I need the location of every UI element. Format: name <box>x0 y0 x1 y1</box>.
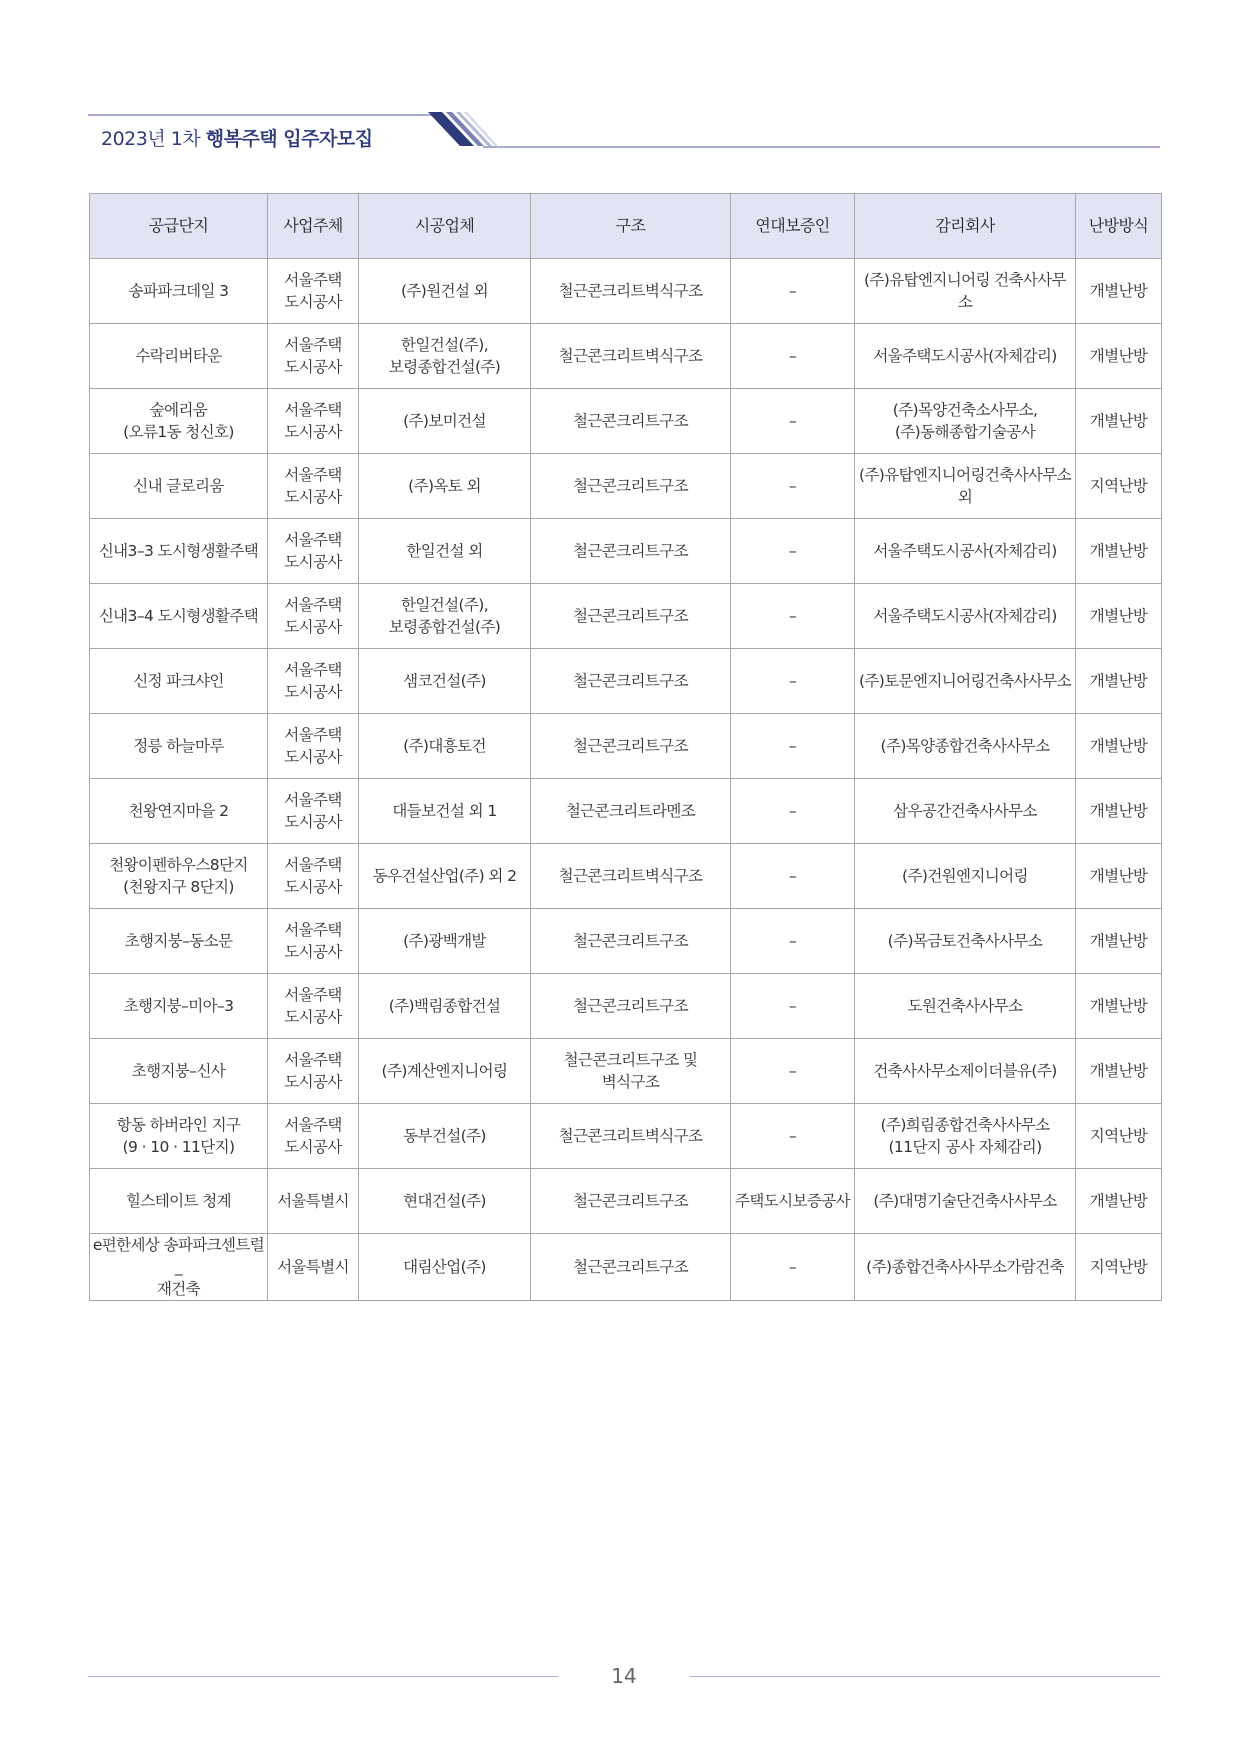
table-cell <box>90 1234 268 1301</box>
table-cell <box>1076 714 1162 779</box>
table-cell <box>531 454 731 519</box>
cell-text: (주)대명기술단건축사사무소 <box>873 1192 1057 1210</box>
cell-text: 천왕연지마을 2 <box>128 802 229 820</box>
cell-text: 서울주택 도시공사 <box>284 791 342 831</box>
table-cell <box>531 1169 731 1234</box>
table-cell <box>1076 909 1162 974</box>
cell-text: 철근콘크리트벽식구조 <box>558 1127 703 1145</box>
table-cell <box>531 714 731 779</box>
cell-text: 서울주택 도시공사 <box>284 856 342 896</box>
table-row <box>90 259 1162 324</box>
cell-text: 철근콘크리트구조 <box>573 412 688 430</box>
cell-text: 수락리버타운 <box>135 347 222 365</box>
cell-text: – <box>788 282 797 300</box>
cell-text: (주)목양건축소사무소, (주)동해종합기술공사 <box>892 401 1038 441</box>
table-cell <box>1076 649 1162 714</box>
table-cell <box>90 519 268 584</box>
table-cell <box>359 649 531 714</box>
table-cell <box>268 1169 359 1234</box>
table-cell <box>855 324 1076 389</box>
cell-text: 철근콘크리트벽식구조 <box>558 282 703 300</box>
table-cell <box>531 909 731 974</box>
table-header-row <box>90 194 1162 259</box>
table-cell <box>731 1039 855 1104</box>
table-cell <box>731 389 855 454</box>
table-cell <box>359 259 531 324</box>
cell-text: 숲에리움 (오류1동 청신호) <box>123 401 234 441</box>
table-cell <box>90 714 268 779</box>
cell-text: 동부건설(주) <box>403 1127 486 1145</box>
cell-text: 개별난방 <box>1089 672 1148 690</box>
table-cell <box>531 1104 731 1169</box>
cell-text: 개별난방 <box>1089 542 1148 560</box>
table-row <box>90 584 1162 649</box>
header-title <box>101 124 373 151</box>
header-title-prefix: 2023년 1차 <box>101 128 201 150</box>
table-cell <box>1076 324 1162 389</box>
table-cell <box>1076 259 1162 324</box>
table-cell <box>1076 974 1162 1039</box>
cell-text: 개별난방 <box>1089 347 1148 365</box>
table-cell <box>855 909 1076 974</box>
table-cell <box>268 389 359 454</box>
cell-text: 철근콘크리트구조 <box>573 997 688 1015</box>
table-cell <box>731 779 855 844</box>
cell-text: (주)토문엔지니어링건축사사무소 <box>858 672 1072 690</box>
cell-text: 개별난방 <box>1089 412 1148 430</box>
table-cell <box>359 1169 531 1234</box>
header-rule-top <box>88 114 434 116</box>
cell-text: 초행지붕–미아–3 <box>123 997 234 1015</box>
table-cell <box>855 844 1076 909</box>
cell-text: – <box>788 737 797 755</box>
table-cell <box>1076 519 1162 584</box>
table-cell <box>90 389 268 454</box>
cell-text: 서울주택 도시공사 <box>284 1051 342 1091</box>
cell-text: 서울주택도시공사(자체감리) <box>873 347 1057 365</box>
table-cell <box>731 1104 855 1169</box>
table-cell <box>731 259 855 324</box>
column-header: 감리회사 <box>855 194 1076 259</box>
cell-text: – <box>788 802 797 820</box>
table-cell <box>855 389 1076 454</box>
cell-text: 철근콘크리트구조 <box>573 1192 688 1210</box>
cell-text: – <box>788 1258 797 1276</box>
cell-text: 철근콘크리트구조 <box>573 607 688 625</box>
column-header: 난방방식 <box>1076 194 1162 259</box>
table-row <box>90 1104 1162 1169</box>
cell-text: 서울주택 도시공사 <box>284 596 342 636</box>
table-cell <box>90 1169 268 1234</box>
cell-text: 힐스테이트 청계 <box>126 1192 231 1210</box>
table-cell <box>90 259 268 324</box>
cell-text: 개별난방 <box>1089 737 1148 755</box>
cell-text: (주)원건설 외 <box>400 282 489 300</box>
cell-text: 한일건설(주), 보령종합건설(주) <box>388 336 501 376</box>
table-cell <box>531 779 731 844</box>
cell-text: – <box>788 347 797 365</box>
cell-text: 개별난방 <box>1089 607 1148 625</box>
cell-text: 서울주택 도시공사 <box>284 921 342 961</box>
cell-text: (주)목금토건축사사무소 <box>887 932 1043 950</box>
cell-text: 철근콘크리트벽식구조 <box>558 867 703 885</box>
cell-text: – <box>788 477 797 495</box>
table-cell <box>731 519 855 584</box>
table-cell <box>731 844 855 909</box>
cell-text: 개별난방 <box>1089 1192 1148 1210</box>
page-number: 14 <box>611 1664 637 1688</box>
cell-text: 철근콘크리트구조 <box>573 737 688 755</box>
cell-text: 정릉 하늘마루 <box>133 737 224 755</box>
table-cell <box>90 1039 268 1104</box>
cell-text: – <box>788 997 797 1015</box>
table-cell <box>531 974 731 1039</box>
footer-rule-right <box>690 1676 1160 1677</box>
cell-text: 동우건설산업(주) 외 2 <box>372 867 517 885</box>
table-row <box>90 454 1162 519</box>
table-cell <box>731 584 855 649</box>
cell-text: (주)대흥토건 <box>403 737 486 755</box>
cell-text: 개별난방 <box>1089 802 1148 820</box>
table-cell <box>855 974 1076 1039</box>
table-cell <box>90 779 268 844</box>
cell-text: 개별난방 <box>1089 867 1148 885</box>
cell-text: 철근콘크리트구조 <box>573 932 688 950</box>
table-cell <box>855 714 1076 779</box>
table-row <box>90 1234 1162 1301</box>
cell-text: (주)종합건축사사무소가람건축 <box>866 1258 1064 1276</box>
table-cell <box>359 1234 531 1301</box>
table-cell <box>855 1169 1076 1234</box>
table-cell <box>855 1104 1076 1169</box>
table-cell <box>531 389 731 454</box>
cell-text: 철근콘크리트라멘조 <box>565 802 696 820</box>
table-cell <box>1076 584 1162 649</box>
table-cell <box>731 454 855 519</box>
table-cell <box>531 584 731 649</box>
cell-text: (주)건원엔지니어링 <box>902 867 1028 885</box>
cell-text: 신내3–3 도시형생활주택 <box>98 542 259 560</box>
cell-text: 철근콘크리트구조 <box>573 477 688 495</box>
table-cell <box>359 844 531 909</box>
cell-text: 현대건설(주) <box>403 1192 486 1210</box>
column-header: 공급단지 <box>90 194 268 259</box>
header-rule-bottom <box>483 146 1160 148</box>
table-cell <box>531 259 731 324</box>
table-cell <box>1076 454 1162 519</box>
cell-text: 삼우공간건축사사무소 <box>893 802 1037 820</box>
table-cell <box>268 844 359 909</box>
table-cell <box>90 584 268 649</box>
table-cell <box>731 649 855 714</box>
cell-text: 서울주택 도시공사 <box>284 661 342 701</box>
table-cell <box>359 389 531 454</box>
header-title-bold: 행복주택 입주자모집 <box>205 128 373 150</box>
table-row <box>90 1039 1162 1104</box>
table-cell <box>1076 389 1162 454</box>
cell-text: 개별난방 <box>1089 1062 1148 1080</box>
header-stripes-decoration <box>428 112 498 150</box>
table-cell <box>268 1039 359 1104</box>
supply-complex-table <box>89 193 1162 1301</box>
table-cell <box>855 584 1076 649</box>
table-cell <box>268 1104 359 1169</box>
table-cell <box>531 519 731 584</box>
cell-text: 초행지붕–신사 <box>131 1062 226 1080</box>
table-row <box>90 324 1162 389</box>
table-cell <box>855 454 1076 519</box>
table-cell <box>1076 1039 1162 1104</box>
cell-text: (주)광백개발 <box>403 932 486 950</box>
cell-text: 도원건축사사무소 <box>907 997 1023 1015</box>
table-cell <box>268 1234 359 1301</box>
table-cell <box>268 454 359 519</box>
table-cell <box>1076 1104 1162 1169</box>
cell-text: 신정 파크샤인 <box>133 672 224 690</box>
table-cell <box>731 909 855 974</box>
column-header: 연대보증인 <box>731 194 855 259</box>
table-cell <box>731 324 855 389</box>
cell-text: 대들보건설 외 1 <box>392 802 497 820</box>
table-cell <box>531 1234 731 1301</box>
cell-text: (주)백림종합건설 <box>388 997 501 1015</box>
table-cell <box>359 1039 531 1104</box>
cell-text: (주)유탑엔지니어링건축사사무소 외 <box>858 466 1072 506</box>
cell-text: 서울주택 도시공사 <box>284 336 342 376</box>
table-cell <box>90 649 268 714</box>
cell-text: 서울특별시 <box>277 1192 349 1210</box>
table-cell <box>359 1104 531 1169</box>
cell-text: 천왕이펜하우스8단지 (천왕지구 8단지) <box>109 856 248 896</box>
table-cell <box>1076 844 1162 909</box>
cell-text: 개별난방 <box>1089 997 1148 1015</box>
cell-text: (주)희림종합건축사사무소 (11단지 공사 자체감리) <box>880 1116 1050 1156</box>
cell-text: 지역난방 <box>1089 1127 1148 1145</box>
table-cell <box>1076 1169 1162 1234</box>
table-cell <box>855 649 1076 714</box>
cell-text: – <box>788 1062 797 1080</box>
cell-text: (주)유탑엔지니어링 건축사사무소 <box>863 271 1067 311</box>
table-cell <box>359 974 531 1039</box>
cell-text: 신내3–4 도시형생활주택 <box>98 607 259 625</box>
table-cell <box>359 779 531 844</box>
cell-text: 대림산업(주) <box>403 1258 486 1276</box>
table-cell <box>268 324 359 389</box>
cell-text: 주택도시보증공사 <box>735 1192 850 1210</box>
table-cell <box>90 974 268 1039</box>
table-cell <box>90 844 268 909</box>
footer-rule-left <box>88 1676 558 1677</box>
table-cell <box>359 584 531 649</box>
cell-text: – <box>788 672 797 690</box>
table-cell <box>90 1104 268 1169</box>
table-row <box>90 1169 1162 1234</box>
cell-text: 철근콘크리트벽식구조 <box>558 347 703 365</box>
column-header: 구조 <box>531 194 731 259</box>
table-row <box>90 844 1162 909</box>
table-cell <box>268 584 359 649</box>
cell-text: 서울주택 도시공사 <box>284 401 342 441</box>
table-cell <box>359 519 531 584</box>
table-row <box>90 649 1162 714</box>
cell-text: (주)목양종합건축사사무소 <box>880 737 1050 755</box>
table-cell <box>268 974 359 1039</box>
table-cell <box>531 844 731 909</box>
cell-text: 서울특별시 <box>277 1258 349 1276</box>
cell-text: 서울주택 도시공사 <box>284 726 342 766</box>
table-cell <box>359 714 531 779</box>
cell-text: – <box>788 607 797 625</box>
cell-text: 서울주택도시공사(자체감리) <box>873 607 1057 625</box>
cell-text: – <box>788 412 797 430</box>
cell-text: e편한세상 송파파크센트럴_ 재건축 <box>92 1236 265 1298</box>
table-cell <box>531 1039 731 1104</box>
cell-text: (주)계산엔지니어링 <box>381 1062 508 1080</box>
cell-text: 서울주택 도시공사 <box>284 1116 342 1156</box>
cell-text: 서울주택 도시공사 <box>284 986 342 1026</box>
table-cell <box>90 909 268 974</box>
table-cell <box>359 324 531 389</box>
cell-text: 한일건설(주), 보령종합건설(주) <box>388 596 501 636</box>
cell-text: 항동 하버라인 지구 (9 · 10 · 11단지) <box>116 1116 241 1156</box>
column-header: 시공업체 <box>359 194 531 259</box>
cell-text: (주)옥토 외 <box>408 477 481 495</box>
table-row <box>90 909 1162 974</box>
cell-text: 서울주택 도시공사 <box>284 531 342 571</box>
table-cell <box>731 1169 855 1234</box>
table-cell <box>731 1234 855 1301</box>
table-cell <box>359 909 531 974</box>
cell-text: 개별난방 <box>1089 282 1148 300</box>
table-row <box>90 779 1162 844</box>
table-cell <box>1076 1234 1162 1301</box>
table-cell <box>531 324 731 389</box>
table-cell <box>855 1039 1076 1104</box>
cell-text: – <box>788 1127 797 1145</box>
cell-text: (주)보미건설 <box>403 412 486 430</box>
table-cell <box>855 519 1076 584</box>
cell-text: – <box>788 932 797 950</box>
table-cell <box>268 519 359 584</box>
table-cell <box>359 454 531 519</box>
table-cell <box>855 779 1076 844</box>
table-cell <box>731 714 855 779</box>
cell-text: – <box>788 867 797 885</box>
table-cell <box>268 909 359 974</box>
cell-text: 초행지붕–동소문 <box>124 932 233 950</box>
cell-text: 지역난방 <box>1089 1258 1148 1276</box>
cell-text: 신내 글로리움 <box>133 477 224 495</box>
cell-text: 건축사사무소제이더블유(주) <box>873 1062 1057 1080</box>
table-cell <box>531 649 731 714</box>
table-cell <box>268 779 359 844</box>
table-cell <box>731 974 855 1039</box>
table-cell <box>90 454 268 519</box>
table-cell <box>855 259 1076 324</box>
cell-text: 개별난방 <box>1089 932 1148 950</box>
cell-text: 서울주택 도시공사 <box>284 466 342 506</box>
table-cell <box>1076 779 1162 844</box>
table-cell <box>90 324 268 389</box>
table-cell <box>268 649 359 714</box>
cell-text: 철근콘크리트구조 <box>573 1258 688 1276</box>
cell-text: 철근콘크리트구조 <box>573 672 688 690</box>
page-header <box>88 112 1160 152</box>
table-cell <box>268 714 359 779</box>
table-cell <box>855 1234 1076 1301</box>
cell-text: 송파파크데일 3 <box>128 282 229 300</box>
cell-text: 철근콘크리트구조 <box>573 542 688 560</box>
cell-text: 지역난방 <box>1089 477 1148 495</box>
table-row <box>90 519 1162 584</box>
table-row <box>90 389 1162 454</box>
table-cell <box>268 259 359 324</box>
cell-text: – <box>788 542 797 560</box>
cell-text: 철근콘크리트구조 및 벽식구조 <box>563 1051 698 1091</box>
cell-text: 서울주택도시공사(자체감리) <box>873 542 1057 560</box>
table-row <box>90 714 1162 779</box>
cell-text: 한일건설 외 <box>406 542 483 560</box>
column-header: 사업주체 <box>268 194 359 259</box>
cell-text: 서울주택 도시공사 <box>284 271 342 311</box>
table-row <box>90 974 1162 1039</box>
cell-text: 샘코건설(주) <box>403 672 486 690</box>
